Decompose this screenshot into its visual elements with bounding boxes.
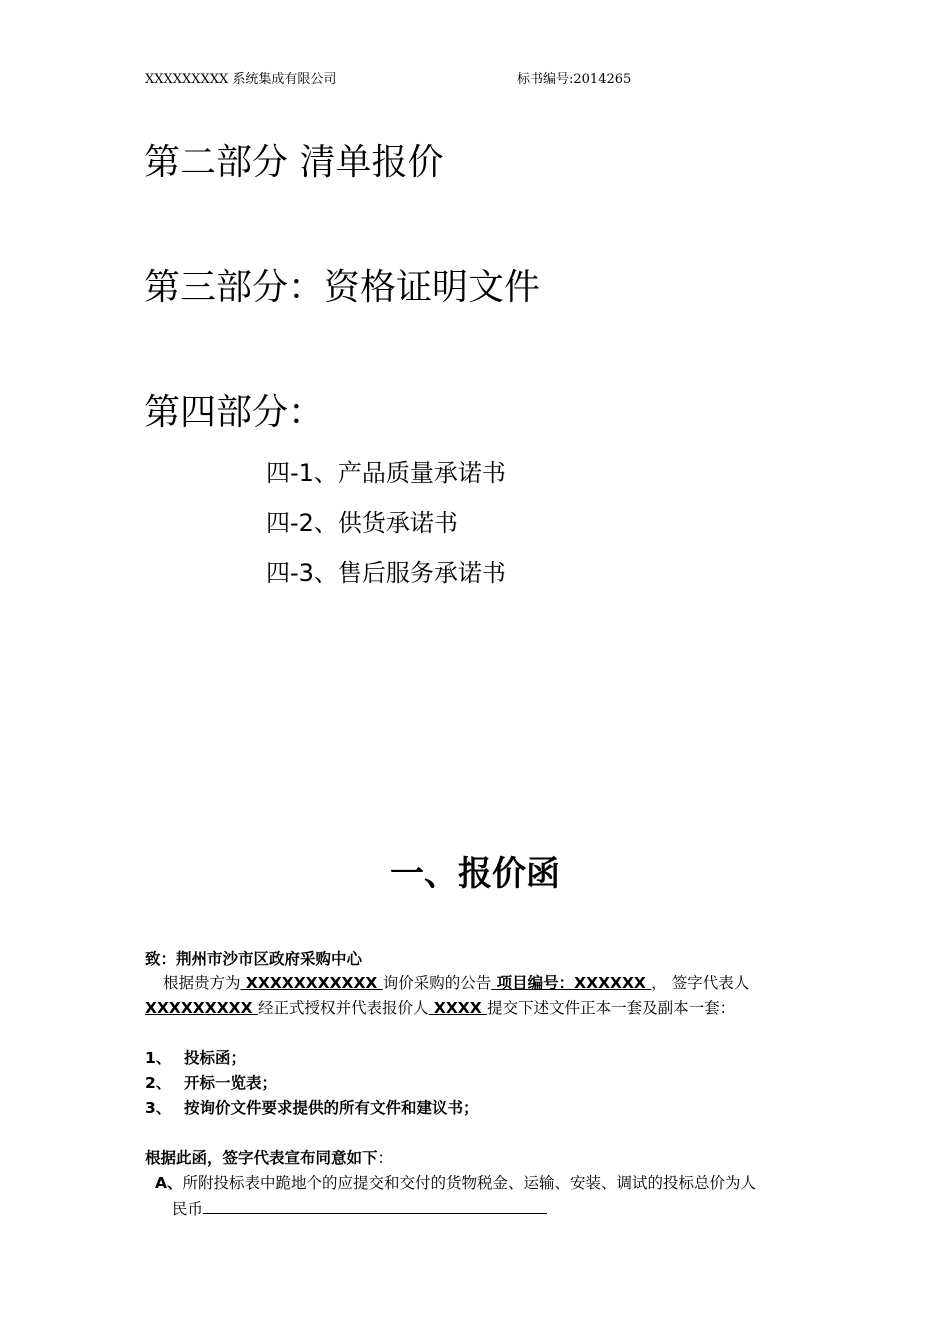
bidder-name: XXXX <box>428 999 488 1017</box>
header-bid-number: 标书编号:2014265 <box>517 72 632 87</box>
project-number: 项目编号：XXXXXX <box>491 974 652 992</box>
list-item: 按询价文件要求提供的所有文件和建议书； <box>184 1099 479 1117</box>
agreement-colon: ： <box>377 1149 394 1167</box>
project-name: XXXXXXXXXXX <box>240 974 383 992</box>
list-item-number: 3、 <box>145 1099 172 1117</box>
letter-intro-line-1 <box>163 972 749 994</box>
list-item: 投标函； <box>184 1049 247 1067</box>
letter-title: 一、报价函 <box>390 854 560 894</box>
intro-prefix: 根据贵方为 <box>163 974 241 992</box>
part-four-item: 四-2、供货承诺书 <box>266 509 458 537</box>
signer-name: XXXXXXXXX <box>145 999 258 1017</box>
part-three-heading: 第三部分：资格证明文件 <box>144 267 541 308</box>
list-item: 开标一览表； <box>184 1074 278 1092</box>
part-four-heading: 第四部分： <box>144 392 325 433</box>
letter-intro-line-2 <box>145 997 735 1019</box>
part-two-heading: 第二部分 清单报价 <box>144 142 444 183</box>
header-company: XXXXXXXXX 系统集成有限公司 <box>145 72 337 87</box>
part-four-item: 四-3、售后服务承诺书 <box>266 559 506 587</box>
total-price-blank[interactable] <box>203 1197 547 1214</box>
list-item-number: 2、 <box>145 1074 172 1092</box>
clause-a-line-2 <box>172 1197 547 1220</box>
intro-suffix: ， 签字代表人 <box>651 974 750 992</box>
agreement-intro <box>145 1147 393 1169</box>
part-four-item: 四-1、产品质量承诺书 <box>266 459 506 487</box>
intro2-mid: 经正式授权并代表报价人 <box>257 999 429 1017</box>
letter-recipient: 致：荆州市沙市区政府采购中心 <box>145 950 363 968</box>
clause-a-label: A、 <box>155 1174 183 1192</box>
intro2-suffix: 提交下述文件正本一套及副本一套： <box>487 999 736 1017</box>
intro-mid: 询价采购的公告 <box>382 974 492 992</box>
clause-a-text: 所附投标表中跪地个的应提交和交付的货物税金、运输、安装、调试的投标总价为人 <box>182 1174 757 1192</box>
agreement-intro-text: 根据此函，签字代表宣布同意如下 <box>145 1149 378 1167</box>
clause-a <box>155 1172 756 1194</box>
currency-label: 民币 <box>172 1200 204 1218</box>
list-item-number: 1、 <box>145 1049 172 1067</box>
